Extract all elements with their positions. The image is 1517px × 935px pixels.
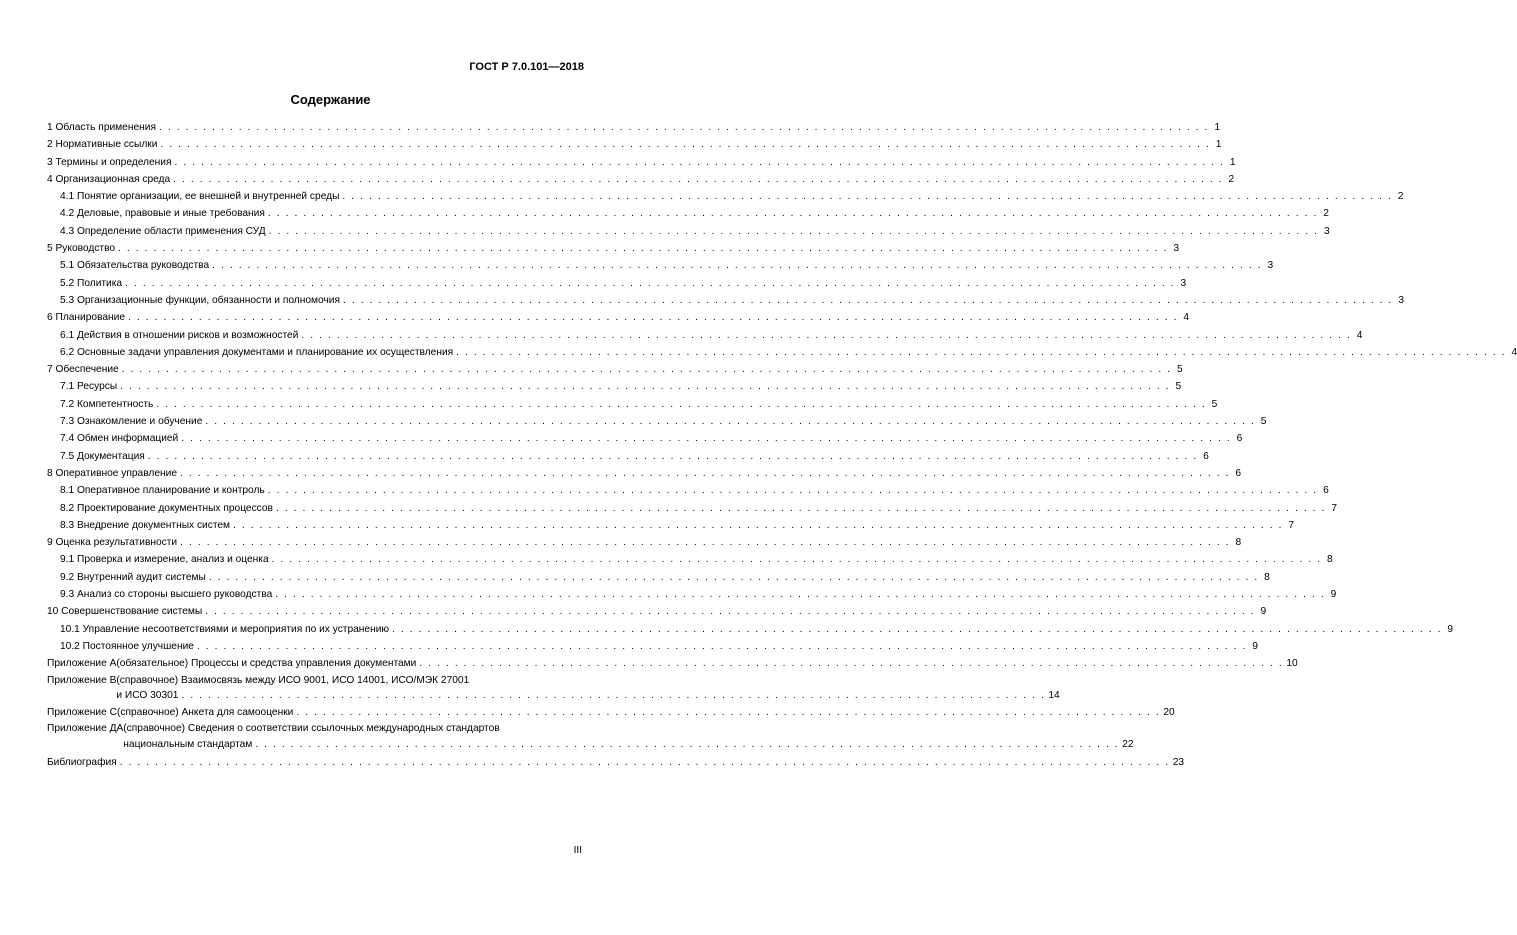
toc-entry-page: 7 bbox=[1331, 502, 1337, 514]
toc-entry-label: 9 Оценка результативности bbox=[47, 537, 178, 549]
toc-subentry[interactable] bbox=[47, 205, 1329, 222]
table-of-contents bbox=[47, 119, 1517, 772]
toc-subentry[interactable] bbox=[47, 500, 1337, 517]
toc-entry[interactable] bbox=[47, 361, 1183, 378]
bibliography-page: 23 bbox=[1172, 757, 1185, 769]
page-title: Содержание bbox=[290, 92, 371, 107]
toc-subentry[interactable] bbox=[47, 378, 1182, 395]
toc-appendix[interactable] bbox=[47, 656, 1298, 672]
toc-entry-page: 9 bbox=[1447, 623, 1454, 635]
toc-entry-label: 2 Нормативные ссылки bbox=[47, 139, 158, 151]
dot-leader bbox=[275, 586, 1325, 603]
toc-entry-page: 4 bbox=[1356, 329, 1363, 341]
toc-entry-label: 9.2 Внутренний аудит системы bbox=[60, 571, 206, 583]
toc-subentry[interactable] bbox=[47, 638, 1258, 655]
toc-entry[interactable] bbox=[47, 154, 1236, 171]
toc-entry-label: 9.3 Анализ со стороны высшего руководства bbox=[60, 589, 273, 601]
dot-leader bbox=[212, 257, 1262, 274]
toc-entry-label: 3 Термины и определения bbox=[47, 156, 172, 168]
dot-leader bbox=[120, 754, 1170, 771]
toc-entry-label: 1 Область применения bbox=[47, 122, 156, 133]
toc-entry-label: 4.1 Понятие организации, ее внешней и внутренней среды bbox=[60, 191, 340, 203]
appendix-name: Приложение С bbox=[47, 706, 117, 718]
appendix-page: 20 bbox=[1163, 706, 1175, 718]
dot-leader bbox=[272, 551, 1322, 568]
toc-entry[interactable] bbox=[47, 119, 1220, 136]
toc-subentry[interactable] bbox=[47, 344, 1517, 361]
toc-subentry[interactable] bbox=[47, 396, 1218, 413]
toc-entry-page: 5 bbox=[1175, 381, 1182, 393]
toc-entry-label: 5.3 Организационные функции, обязанности и полномочия bbox=[60, 294, 340, 306]
toc-subentry[interactable] bbox=[47, 621, 1454, 638]
toc-subentry[interactable] bbox=[47, 586, 1337, 603]
dot-leader bbox=[205, 413, 1255, 430]
toc-entry-label: 9.1 Проверка и измерение, анализ и оценка bbox=[60, 554, 269, 566]
toc-entry-label: 7.1 Ресурсы bbox=[60, 381, 118, 393]
dot-leader bbox=[419, 656, 1283, 672]
toc-entry-page: 2 bbox=[1228, 173, 1235, 185]
toc-entry-label: 4.2 Деловые, правовые и иные требования bbox=[60, 208, 265, 220]
dot-leader bbox=[255, 737, 1119, 753]
toc-entry-page: 4 bbox=[1183, 312, 1190, 324]
toc-subentry[interactable] bbox=[47, 413, 1267, 430]
toc-entry[interactable] bbox=[47, 240, 1180, 257]
toc-entry-label: 7.3 Ознакомление и обучение bbox=[60, 416, 203, 428]
toc-entry-label: 10.2 Постоянное улучшение bbox=[60, 640, 194, 652]
toc-subentry[interactable] bbox=[47, 448, 1209, 465]
toc-entry-page: 7 bbox=[1288, 519, 1295, 531]
toc-entry-page: 8 bbox=[1326, 554, 1333, 566]
dot-leader bbox=[276, 500, 1326, 517]
toc-subentry[interactable] bbox=[47, 517, 1295, 534]
toc-entry-label: 10.1 Управление несоответствиями и мероприятия по их устранению bbox=[60, 623, 390, 635]
document-code: ГОСТ Р 7.0.101—2018 bbox=[469, 61, 584, 73]
dot-leader bbox=[268, 482, 1318, 499]
appendix-page: 10 bbox=[1286, 658, 1298, 670]
toc-entry-label: 5.2 Политика bbox=[60, 277, 123, 289]
toc-entry-page: 4 bbox=[1511, 346, 1517, 358]
toc-subentry[interactable] bbox=[47, 430, 1243, 447]
appendix-name: Приложение А bbox=[47, 658, 117, 670]
dot-leader bbox=[205, 603, 1255, 620]
toc-entry-page: 9 bbox=[1252, 640, 1258, 652]
toc-subentry[interactable] bbox=[47, 257, 1274, 274]
dot-leader bbox=[181, 430, 1231, 447]
toc-entry-page: 2 bbox=[1323, 208, 1329, 220]
toc-bibliography[interactable] bbox=[47, 754, 1185, 771]
toc-subentry[interactable] bbox=[47, 275, 1187, 292]
toc-entry-page: 3 bbox=[1398, 294, 1404, 306]
toc-entry-page: 8 bbox=[1264, 571, 1270, 583]
toc-entry-page: 3 bbox=[1173, 243, 1180, 255]
appendix-title-cont: национальным стандартам bbox=[123, 738, 253, 750]
toc-entry-page: 6 bbox=[1236, 433, 1243, 445]
toc-entry-label: 8 Оперативное управление bbox=[47, 467, 177, 479]
toc-entry-label: 8.1 Оперативное планирование и контроль bbox=[60, 485, 265, 497]
toc-entry-label: 10 Совершенствование системы bbox=[47, 606, 203, 618]
toc-appendix[interactable] bbox=[47, 705, 1175, 721]
toc-entry-label: 7.4 Обмен информацией bbox=[60, 433, 179, 445]
toc-entry-label: 6.2 Основные задачи управления документами и планирование их осуществления bbox=[60, 346, 454, 358]
toc-entry-label: 8.3 Внедрение документных систем bbox=[60, 519, 231, 531]
toc-entry-label: 6.1 Действия в отношении рисков и возможностей bbox=[60, 329, 299, 341]
page-number: III bbox=[573, 845, 582, 856]
dot-leader bbox=[197, 638, 1247, 655]
dot-leader bbox=[181, 688, 1045, 704]
toc-entry-page: 3 bbox=[1267, 260, 1274, 272]
dot-leader bbox=[180, 465, 1230, 482]
toc-entry-page: 1 bbox=[1215, 139, 1222, 151]
toc-entry-page: 1 bbox=[1229, 156, 1236, 168]
toc-subentry[interactable] bbox=[47, 223, 1330, 240]
toc-subentry[interactable] bbox=[47, 292, 1404, 309]
toc-appendix[interactable] bbox=[47, 673, 1060, 704]
dot-leader bbox=[118, 240, 1168, 257]
dot-leader bbox=[160, 136, 1210, 153]
toc-entry-label: 7 Обеспечение bbox=[47, 364, 119, 376]
dot-leader bbox=[180, 534, 1230, 551]
toc-entry-page: 1 bbox=[1214, 122, 1220, 133]
toc-entry-label: 5 Руководство bbox=[47, 243, 116, 255]
appendix-title: (обязательное) Процессы и средства управления документами bbox=[116, 658, 417, 670]
toc-entry-page: 5 bbox=[1177, 364, 1183, 376]
toc-entry-page: 5 bbox=[1211, 398, 1218, 410]
toc-entry-label: 4 Организационная среда bbox=[47, 173, 171, 185]
toc-entry-page: 9 bbox=[1330, 589, 1337, 601]
appendix-page: 14 bbox=[1048, 690, 1060, 702]
appendix-title: (справочное) Сведения о соответствии ссылочных международных стандартов bbox=[123, 723, 500, 735]
dot-leader bbox=[296, 705, 1160, 721]
toc-entry-page: 6 bbox=[1235, 467, 1241, 479]
dot-leader bbox=[343, 292, 1393, 309]
toc-entry[interactable] bbox=[47, 171, 1235, 188]
dot-leader bbox=[173, 171, 1223, 188]
toc-entry-page: 6 bbox=[1323, 485, 1329, 497]
toc-entry[interactable] bbox=[47, 534, 1242, 551]
dot-leader bbox=[159, 119, 1209, 136]
dot-leader bbox=[174, 154, 1224, 171]
toc-entry-page: 5 bbox=[1260, 416, 1267, 428]
appendix-name: Приложение В bbox=[47, 674, 117, 686]
toc-entry-page: 2 bbox=[1397, 191, 1404, 203]
toc-entry-label: 6 Планирование bbox=[47, 312, 126, 324]
dot-leader bbox=[342, 188, 1392, 205]
dot-leader bbox=[125, 275, 1175, 292]
dot-leader bbox=[156, 396, 1206, 413]
toc-entry-page: 6 bbox=[1203, 450, 1209, 462]
dot-leader bbox=[269, 223, 1319, 240]
toc-entry[interactable] bbox=[47, 309, 1190, 326]
bibliography-label: Библиография bbox=[47, 757, 117, 769]
toc-subentry[interactable] bbox=[47, 551, 1333, 568]
toc-entry-label: 7.5 Документация bbox=[60, 450, 145, 462]
appendix-title-cont: и ИСО 30301 bbox=[116, 690, 179, 702]
toc-subentry[interactable] bbox=[47, 327, 1363, 344]
appendix-name: Приложение ДА bbox=[47, 723, 124, 735]
dot-leader bbox=[122, 361, 1172, 378]
appendix-title: (справочное) Взаимосвязь между ИСО 9001, ИСО 14001, ИСО/МЭК 27001 bbox=[116, 674, 470, 686]
toc-entry-label: 7.2 Компетентность bbox=[60, 398, 154, 410]
appendix-page: 22 bbox=[1122, 738, 1134, 750]
toc-entry-label: 4.3 Определение области применения СУД bbox=[60, 225, 266, 237]
dot-leader bbox=[456, 344, 1506, 361]
toc-entry-label: 5.1 Обязательства руководства bbox=[60, 260, 210, 272]
dot-leader bbox=[148, 448, 1198, 465]
dot-leader bbox=[268, 205, 1318, 222]
dot-leader bbox=[128, 309, 1178, 326]
toc-entry-page: 3 bbox=[1323, 225, 1330, 237]
toc-entry-page: 9 bbox=[1260, 606, 1267, 618]
toc-subentry[interactable] bbox=[47, 188, 1404, 205]
toc-entry-page: 3 bbox=[1180, 277, 1187, 289]
toc-entry-page: 8 bbox=[1235, 537, 1242, 549]
dot-leader bbox=[233, 517, 1283, 534]
toc-subentry[interactable] bbox=[47, 569, 1270, 586]
toc-entry-label: 8.2 Проектирование документных процессов bbox=[60, 502, 273, 514]
toc-subentry[interactable] bbox=[47, 482, 1329, 499]
dot-leader bbox=[209, 569, 1259, 586]
toc-entry[interactable] bbox=[47, 603, 1267, 620]
appendix-title: (справочное) Анкета для самооценки bbox=[116, 706, 294, 718]
toc-entry[interactable] bbox=[47, 136, 1222, 153]
toc-appendix[interactable] bbox=[47, 721, 1134, 752]
toc-entry[interactable] bbox=[47, 465, 1241, 482]
dot-leader bbox=[392, 621, 1442, 638]
dot-leader bbox=[120, 378, 1170, 395]
dot-leader bbox=[301, 327, 1351, 344]
